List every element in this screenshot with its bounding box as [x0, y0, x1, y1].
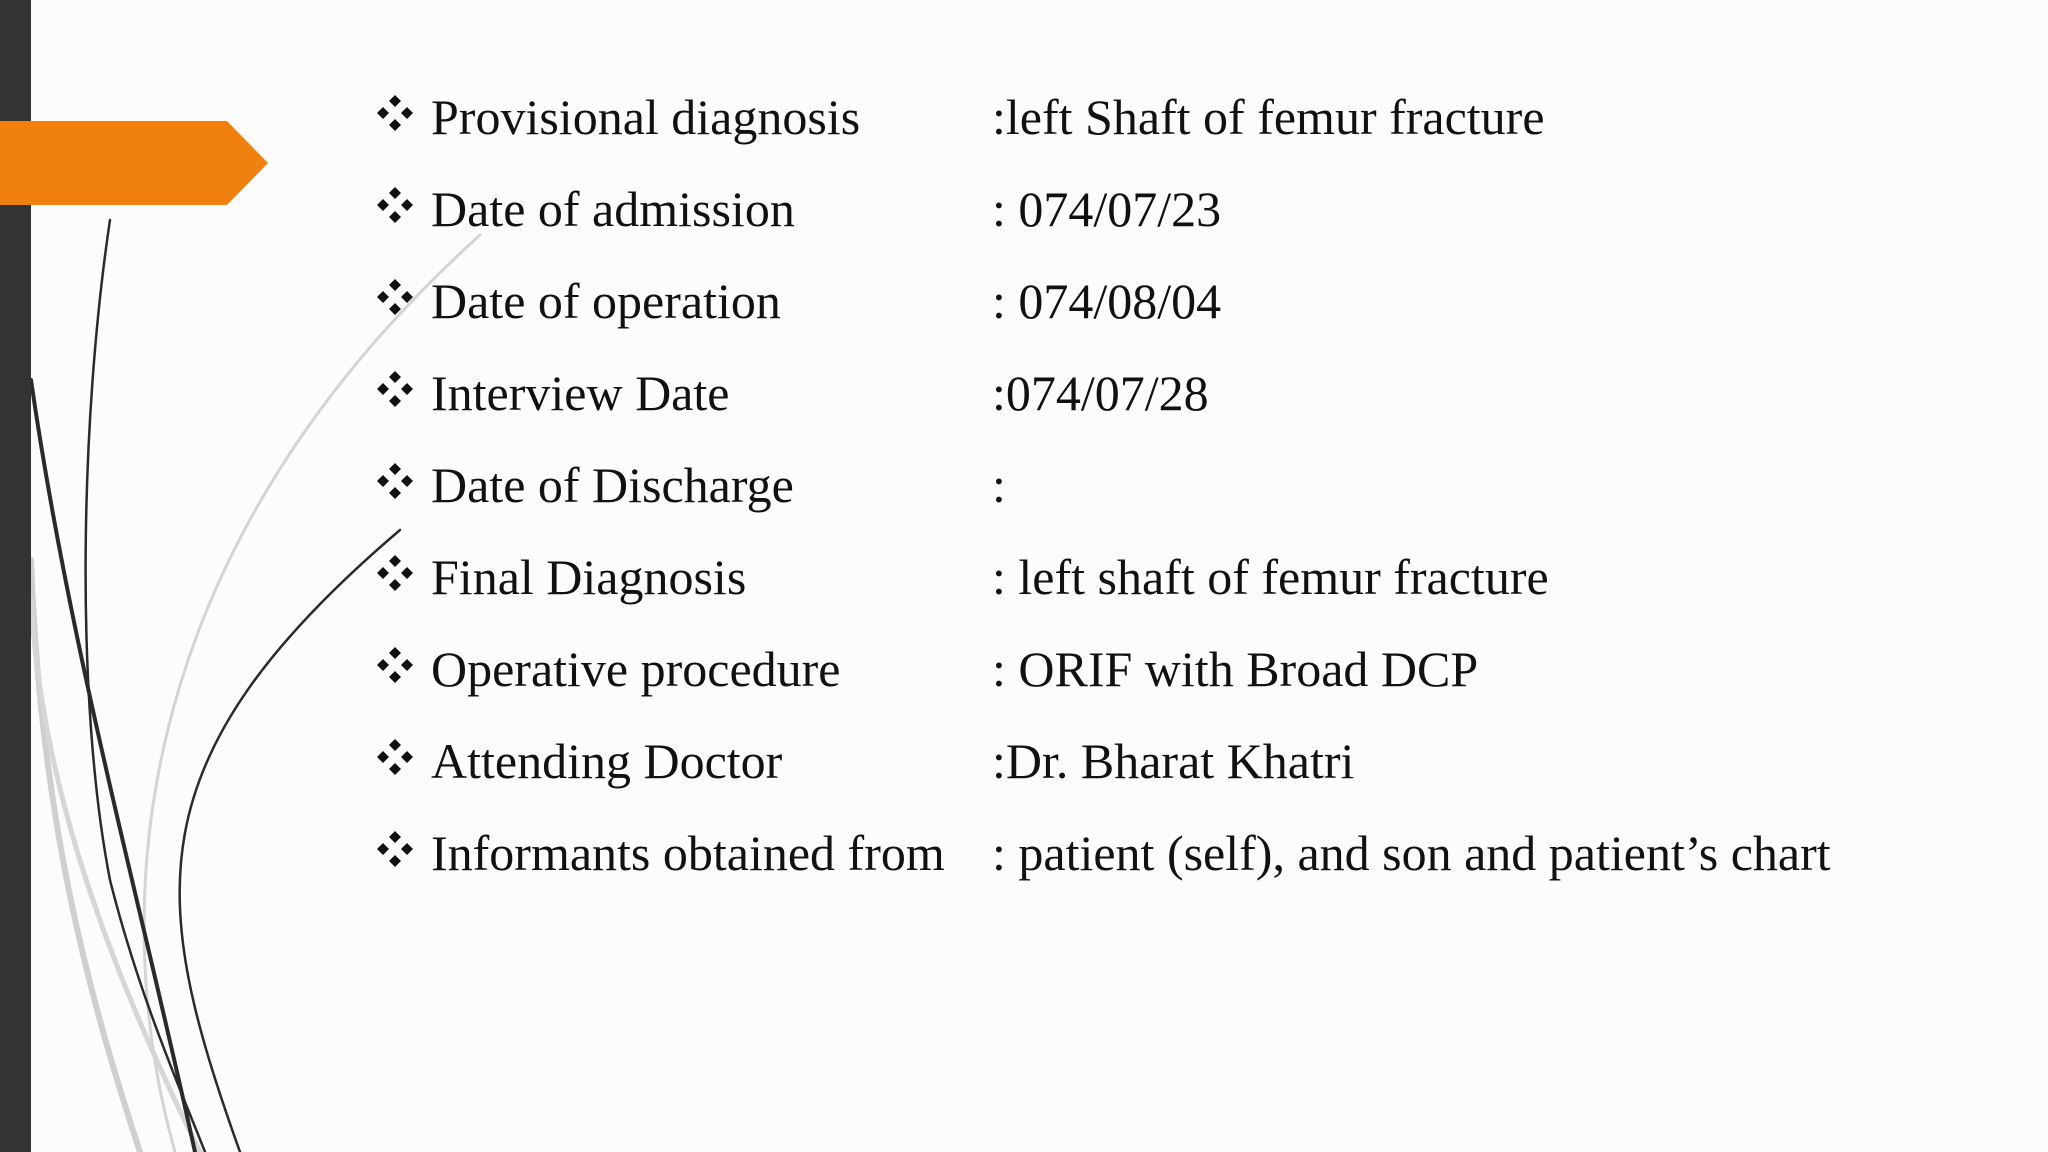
list-item [375, 85, 1975, 177]
four-diamond-bullet-icon [375, 737, 415, 777]
list-item-label: Informants obtained from [431, 825, 945, 881]
list-item [375, 545, 1975, 637]
list-item-label: Date of operation [431, 273, 781, 329]
list-item [375, 361, 1975, 453]
list-item-value: : patient (self), and son and patient’s chart [992, 825, 1831, 881]
list-item-value: :Dr. Bharat Khatri [992, 733, 1355, 789]
list-item-value: : 074/08/04 [992, 273, 1222, 329]
four-diamond-bullet-icon [375, 369, 415, 409]
four-diamond-bullet-icon [375, 185, 415, 225]
list-item-label: Attending Doctor [431, 733, 783, 789]
list-item-label: Interview Date [431, 365, 730, 421]
list-item-value: :left Shaft of femur fracture [992, 89, 1545, 145]
list-item [375, 729, 1975, 821]
list-item-value: : 074/07/23 [992, 181, 1222, 237]
list-item-label: Date of Discharge [431, 457, 794, 513]
list-item [375, 269, 1975, 361]
four-diamond-bullet-icon [375, 277, 415, 317]
list-item-value: : [992, 457, 1006, 513]
four-diamond-bullet-icon [375, 461, 415, 501]
four-diamond-bullet-icon [375, 553, 415, 593]
four-diamond-bullet-icon [375, 829, 415, 869]
list-item-label: Date of admission [431, 181, 795, 237]
list-item-label: Operative procedure [431, 641, 841, 697]
four-diamond-bullet-icon [375, 93, 415, 133]
list-item-label: Final Diagnosis [431, 549, 747, 605]
list-item-value: :074/07/28 [992, 365, 1209, 421]
list-item [375, 637, 1975, 729]
list-item [375, 821, 1975, 913]
list-item [375, 177, 1975, 269]
four-diamond-bullet-icon [375, 645, 415, 685]
list-item-value: : ORIF with Broad DCP [992, 641, 1479, 697]
list-item [375, 453, 1975, 545]
list-item-value: : left shaft of femur fracture [992, 549, 1549, 605]
list-item-label: Provisional diagnosis [431, 89, 861, 145]
